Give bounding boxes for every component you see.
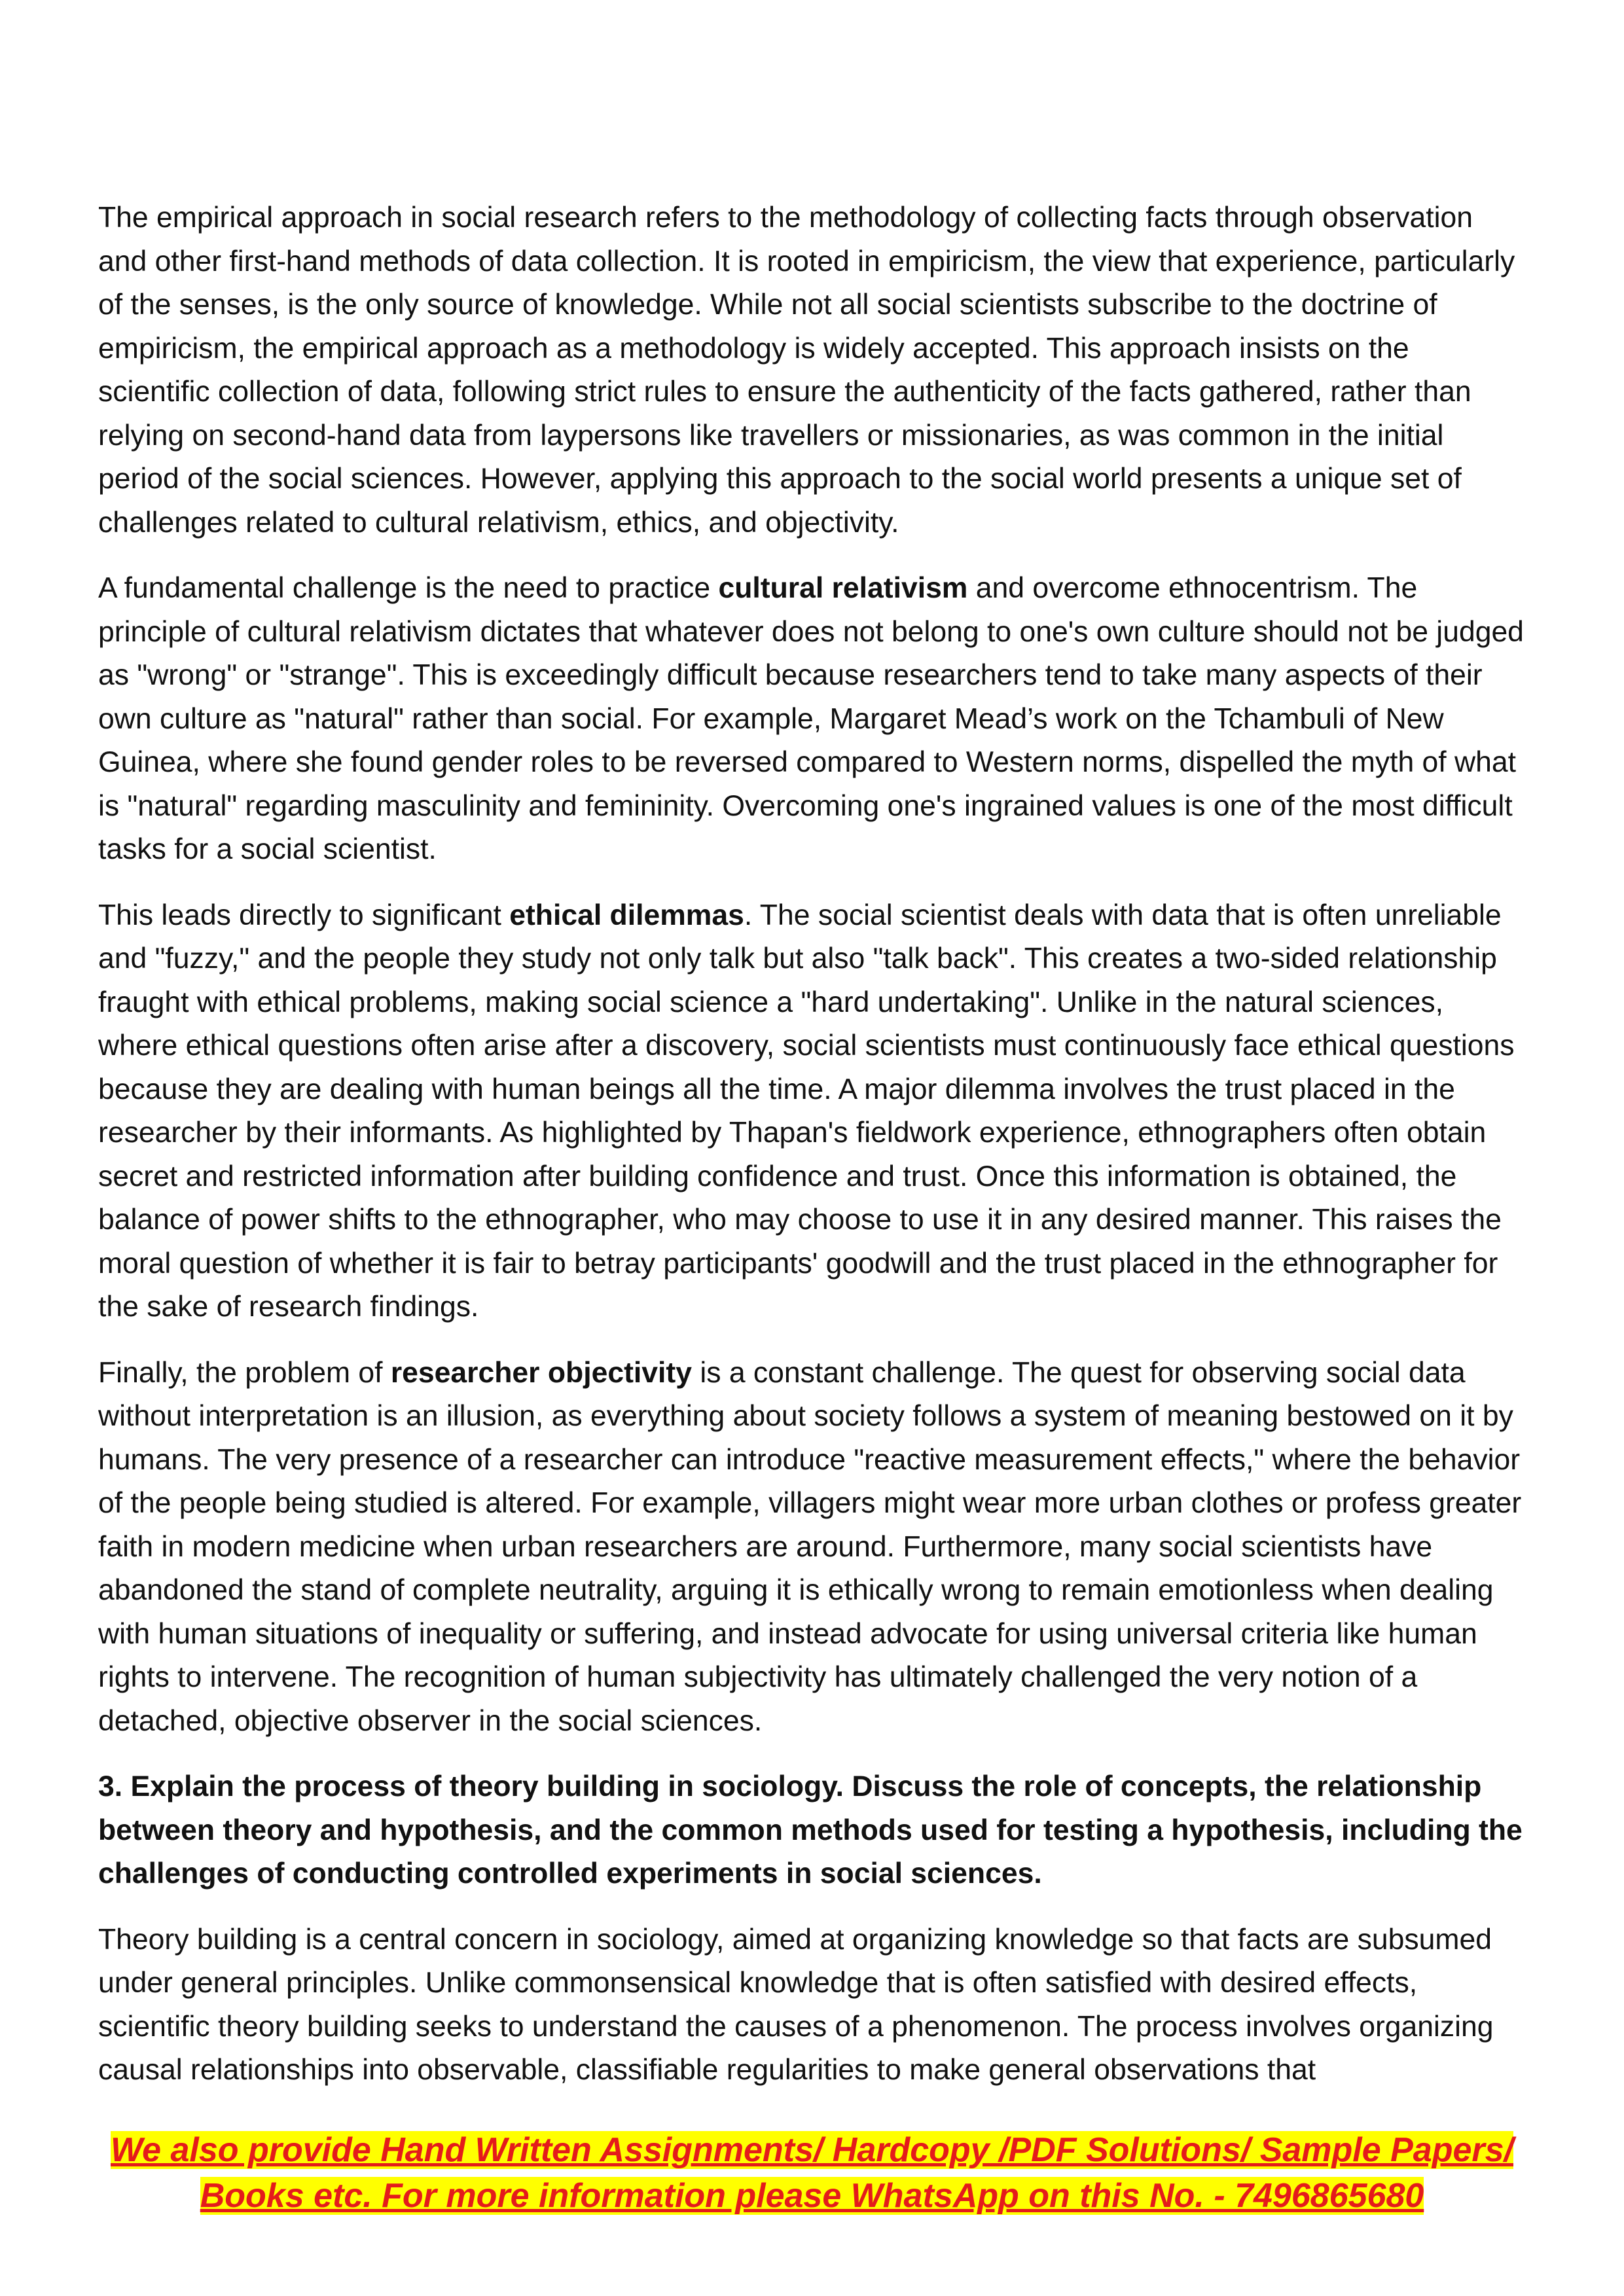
paragraph-cultural-relativism [98,567,1525,872]
paragraph-ethical-dilemmas [98,894,1525,1329]
promo-footer-line-2 [65,2173,1559,2219]
promo-footer [65,2127,1559,2219]
paragraph-empirical-approach: The empirical approach in social research refers to the methodology of collecting facts through observation and other first-hand methods of data collection. It is rooted in empiricism, the view that experience, particularly of the senses, is the only source of knowledge. While not all social scientists subscribe to the doctrine of empiricism, the empirical approach as a methodology is widely accepted. This approach insists on the scientific collection of data, following strict rules to ensure the authenticity of the facts gathered, rather than relying on second-hand data from laypersons like travellers or missionaries, as was common in the initial period of the social sciences. However, applying this approach to the social world presents a unique set of challenges related to cultural relativism, ethics, and objectivity. [98,202,1515,539]
bold-term-cultural-relativism: cultural relativism [718,572,968,604]
paragraph-text: Finally, the problem of [98,1356,391,1389]
bold-term-researcher-objectivity: researcher objectivity [390,1356,692,1389]
paragraph-text: . The social scientist deals with data that is often unreliable and "fuzzy," and the people they study not only talk but also "talk back". This creates a two-sided relationship fraught with ethical problems, making social science a "hard undertaking". Unlike in the natural sciences, where ethical questions often arise after a discovery, social scientists must continuously face ethical questions because they are dealing with human beings all the time. A major dilemma involves the trust placed in the researcher by their informants. As highlighted by Thapan's fieldwork experience, ethnographers often obtain secret and restricted information after building confidence and trust. Once this information is obtained, the balance of power shifts to the ethnographer, who may choose to use it in any desired manner. This raises the moral question of whether it is fair to betray participants' goodwill and the trust placed in the ethnographer for the sake of research findings. [98,899,1515,1323]
question-heading-3: 3. Explain the process of theory building in sociology. Discuss the role of concepts, the relationship between theory and hypothesis, and the common methods used for testing a hypothesis, including the challenges of conducting controlled experiments in social sciences. [98,1770,1523,1890]
promo-text: We also provide Hand Written Assignments/ Hardcopy /PDF Solutions/ Sample Papers/ [110,2131,1514,2169]
promo-text: Books etc. For more information please WhatsApp on this No. - 7496865680 [200,2177,1424,2215]
paragraph-text: This leads directly to significant [98,899,510,931]
document-page [98,196,1525,2115]
paragraph-researcher-objectivity [98,1352,1525,1744]
bold-term-ethical-dilemmas: ethical dilemmas [509,899,744,931]
promo-footer-line-1 [65,2127,1559,2173]
paragraph-text: and overcome ethnocentrism. The principle of cultural relativism dictates that whatever does not belong to one's own culture should not be judged as "wrong" or "strange". This is exceedingly difficult because researchers tend to take many aspects of their own culture as "natural" rather than social. For example, Margaret Mead’s work on the Tchambuli of New Guinea, where she found gender roles to be reversed compared to Western norms, dispelled the myth of what is "natural" regarding masculinity and femininity. Overcoming one's ingrained values is one of the most difficult tasks for a social scientist. [98,572,1524,865]
paragraph-text: A fundamental challenge is the need to practice [98,572,719,604]
paragraph-text: is a constant challenge. The quest for observing social data without interpretation is an illusion, as everything about society follows a system of meaning bestowed on it by humans. The very presence of a researcher can introduce "reactive measurement effects," where the behavior of the people being studied is altered. For example, villagers might wear more urban clothes or profess greater faith in modern medicine when urban researchers are around. Furthermore, many social scientists have abandoned the stand of complete neutrality, arguing it is ethically wrong to remain emotionless when dealing with human situations of inequality or suffering, and instead advocate for using universal criteria like human rights to intervene. The recognition of human subjectivity has ultimately challenged the very notion of a detached, objective observer in the social sciences. [98,1356,1522,1737]
paragraph-theory-building: Theory building is a central concern in sociology, aimed at organizing knowledge so that facts are subsumed under general principles. Unlike commonsensical knowledge that is often satisfied with desired effects, scientific theory building seeks to understand the causes of a phenomenon. The process involves organizing causal relationships into observable, classifiable regularities to make general observations that [98,1923,1494,2086]
